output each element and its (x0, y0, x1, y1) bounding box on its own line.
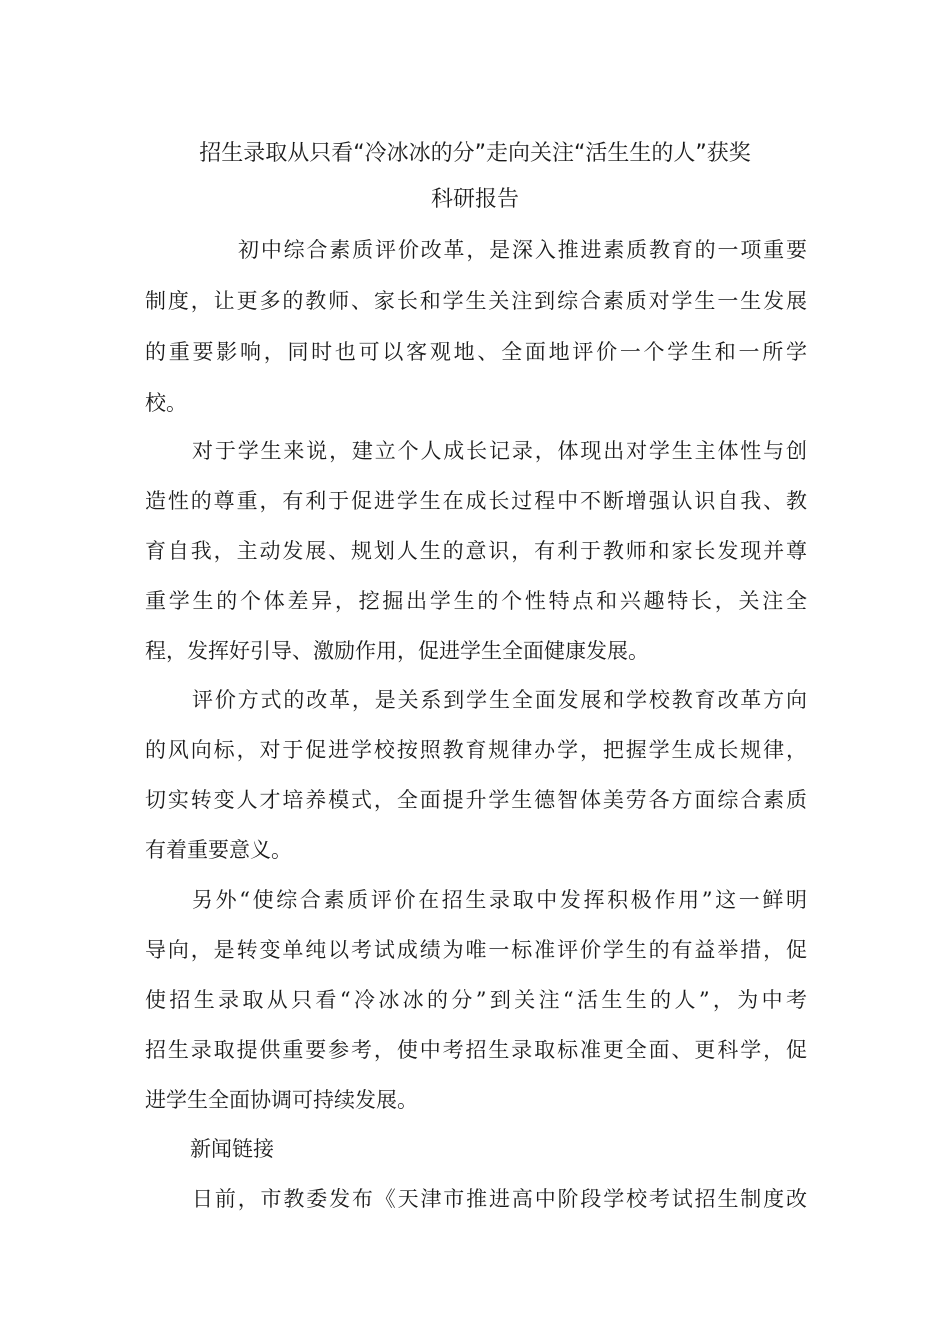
news-link-heading: 新闻链接 (190, 1137, 274, 1161)
document-title-line-2: 科研报告 (430, 187, 519, 212)
paragraph-3-line-3: 切实转变人才培养模式，全面提升学生德智体美劳各方面综合素质 (145, 788, 807, 812)
paragraph-3-line-1: 评价方式的改革，是关系到学生全面发展和学校教育改革方向 (192, 688, 807, 712)
paragraph-4-line-4: 招生录取提供重要参考，使中考招生录取标准更全面、更科学，促 (145, 1038, 807, 1062)
paragraph-4-line-5: 进学生全面协调可持续发展。 (145, 1088, 418, 1112)
paragraph-2-line-3: 育自我，主动发展、规划人生的意识，有利于教师和家长发现并尊 (145, 539, 807, 563)
paragraph-4-line-2: 导向，是转变单纯以考试成绩为唯一标准评价学生的有益举措，促 (145, 938, 807, 962)
paragraph-1-line-1: 初中综合素质评价改革，是深入推进素质教育的一项重要 (238, 238, 807, 262)
paragraph-1-line-2: 制度，让更多的教师、家长和学生关注到综合素质对学生一生发展 (145, 289, 807, 313)
paragraph-3-line-4: 有着重要意义。 (145, 838, 292, 862)
paragraph-4-line-1: 另外“使综合素质评价在招生录取中发挥积极作用”这一鲜明 (192, 888, 807, 912)
paragraph-1-line-3: 的重要影响，同时也可以客观地、全面地评价一个学生和一所学 (145, 340, 807, 364)
paragraph-5-line-1: 日前，市教委发布《天津市推进高中阶段学校考试招生制度改 (192, 1187, 807, 1211)
paragraph-2-line-1: 对于学生来说，建立个人成长记录，体现出对学生主体性与创 (192, 439, 807, 463)
paragraph-2-line-4: 重学生的个体差异，挖掘出学生的个性特点和兴趣特长，关注全 (145, 589, 807, 613)
paragraph-2-line-2: 造性的尊重，有利于促进学生在成长过程中不断增强认识自我、教 (145, 489, 807, 513)
paragraph-1-line-4: 校。 (145, 391, 187, 415)
document-title-line-1: 招生录取从只看“冷冰冰的分”走向关注“活生生的人”获奖 (199, 141, 751, 166)
paragraph-4-line-3: 使招生录取从只看“冷冰冰的分”到关注“活生生的人”，为中考 (145, 988, 807, 1012)
paragraph-2-line-5: 程，发挥好引导、激励作用，促进学生全面健康发展。 (145, 639, 649, 663)
paragraph-3-line-2: 的风向标，对于促进学校按照教育规律办学，把握学生成长规律， (145, 738, 807, 762)
